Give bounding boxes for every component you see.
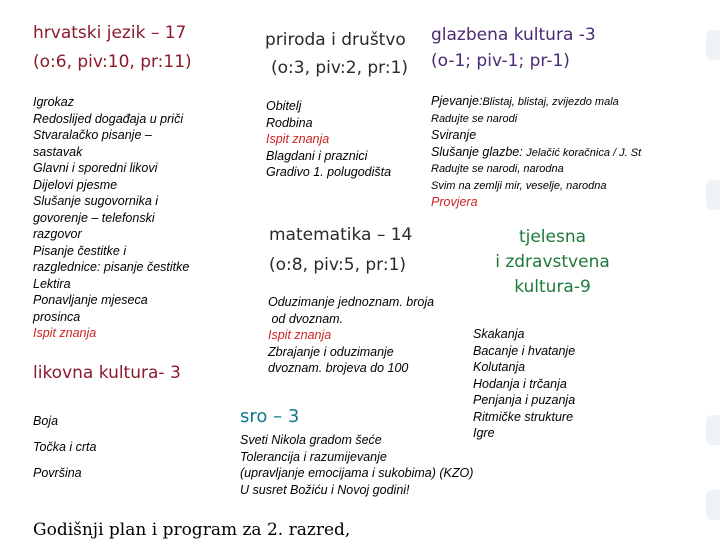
pjevanje-text: Blistaj, blistaj, zvijezdo mala [482, 96, 619, 108]
matematika-heading [269, 222, 412, 278]
list-item: Sviranje [431, 128, 477, 142]
list-item: Kolutanja [473, 360, 526, 374]
list-item: Lektira [33, 276, 71, 291]
likovna-list [33, 408, 96, 486]
list-item: Točka i crta [33, 440, 97, 454]
list-item: (upravljanje emocijama i sukobima) (KZO) [240, 466, 474, 480]
list-item: Penjanja i puzanja [473, 393, 576, 407]
list-item: Radujte se narodi [431, 112, 518, 125]
matematika-title: matematika – 14 [269, 225, 413, 245]
list-item: prosinca [33, 309, 81, 324]
review-item: Ispit znanja [33, 326, 97, 340]
priroda-list [266, 98, 391, 181]
list-item: sastavak [33, 144, 83, 159]
list-item: Stvaralačko pisanje – [33, 128, 152, 142]
list-item: Površina [33, 466, 82, 480]
list-item: Igre [473, 426, 495, 440]
right-decorative-band [700, 0, 720, 540]
list-item: Radujte se narodi, narodna [431, 163, 564, 175]
list-item: Glavni i sporedni likovi [33, 161, 158, 175]
band-mark [706, 30, 720, 60]
pjevanje-label: Pjevanje: [431, 94, 483, 108]
review-item: Ispit znanja [266, 132, 330, 146]
likovna-title: likovna kultura- 3 [33, 363, 181, 383]
hrvatski-list [33, 94, 189, 342]
hrvatski-title: hrvatski jezik – 17 [33, 23, 187, 43]
list-item: Redoslijed događaja u priči [33, 111, 184, 126]
glazbena-list [431, 93, 701, 211]
band-mark [706, 180, 720, 210]
list-item: Tolerancija i razumijevanje [240, 449, 387, 464]
tjelesna-title-line3: kultura-9 [514, 277, 591, 297]
tjelesna-list [473, 326, 575, 442]
tjelesna-title-line2: i zdravstvena [495, 252, 610, 272]
slusanje-label: Slušanje glazbe: [431, 144, 523, 159]
list-item: Hodanja i trčanja [473, 376, 567, 391]
footer-title: Godišnji plan i program za 2. razred, [33, 520, 351, 540]
priroda-subtitle: (o:3, piv:2, pr:1) [271, 58, 409, 78]
list-item: Bacanje i hvatanje [473, 343, 576, 358]
band-mark [706, 415, 720, 445]
list-item: dvoznam. brojeva do 100 [268, 361, 409, 375]
hrvatski-heading [33, 22, 192, 74]
priroda-title: priroda i društvo [265, 30, 406, 50]
list-item: Gradivo 1. polugodišta [266, 165, 392, 179]
glazbena-heading [431, 22, 596, 74]
list-item: razgovor [33, 227, 82, 241]
list-item [431, 93, 701, 111]
glazbena-subtitle: (o-1; piv-1; pr-1) [431, 51, 570, 71]
sro-list [240, 432, 473, 498]
list-item: Pisanje čestitke i [33, 243, 127, 258]
list-item: Blagdani i praznici [266, 148, 368, 163]
slusanje-text: Jelačić koračnica / J. St [526, 146, 642, 159]
list-item: Skakanja [473, 327, 525, 341]
list-item: od dvoznam. [268, 311, 344, 326]
list-item: Oduzimanje jednoznam. broja [268, 295, 435, 309]
list-item: Boja [33, 414, 59, 428]
list-item: U susret Božiću i Novoj godini! [240, 482, 410, 497]
band-mark [706, 490, 720, 520]
sro-title: sro – 3 [240, 406, 300, 427]
list-item: Ritmičke strukture [473, 409, 574, 424]
matematika-subtitle: (o:8, piv:5, pr:1) [269, 255, 407, 275]
tjelesna-heading [480, 225, 625, 300]
tjelesna-title-line1: tjelesna [518, 227, 587, 247]
list-item: Sveti Nikola gradom šeće [240, 433, 382, 447]
list-item: Rodbina [266, 115, 313, 130]
matematika-list [268, 294, 434, 377]
hrvatski-subtitle: (o:6, piv:10, pr:11) [33, 52, 192, 72]
list-item: Zbrajanje i oduzimanje [268, 344, 394, 359]
list-item [431, 144, 701, 162]
list-item: govorenje – telefonski [33, 210, 155, 225]
review-item: Ispit znanja [268, 328, 332, 342]
review-item: Provjera [431, 195, 478, 209]
list-item: Ponavljanje mjeseca [33, 293, 148, 307]
list-item: razglednice: pisanje čestitke [33, 260, 190, 274]
list-item: Obitelj [266, 99, 302, 113]
glazbena-title: glazbena kultura -3 [431, 25, 596, 45]
list-item: Dijelovi pjesme [33, 177, 118, 192]
list-item: Slušanje sugovornika i [33, 194, 159, 208]
priroda-heading [265, 27, 408, 81]
list-item: Svim na zemlji mir, veselje, narodna [431, 179, 607, 192]
list-item: Igrokaz [33, 95, 74, 109]
